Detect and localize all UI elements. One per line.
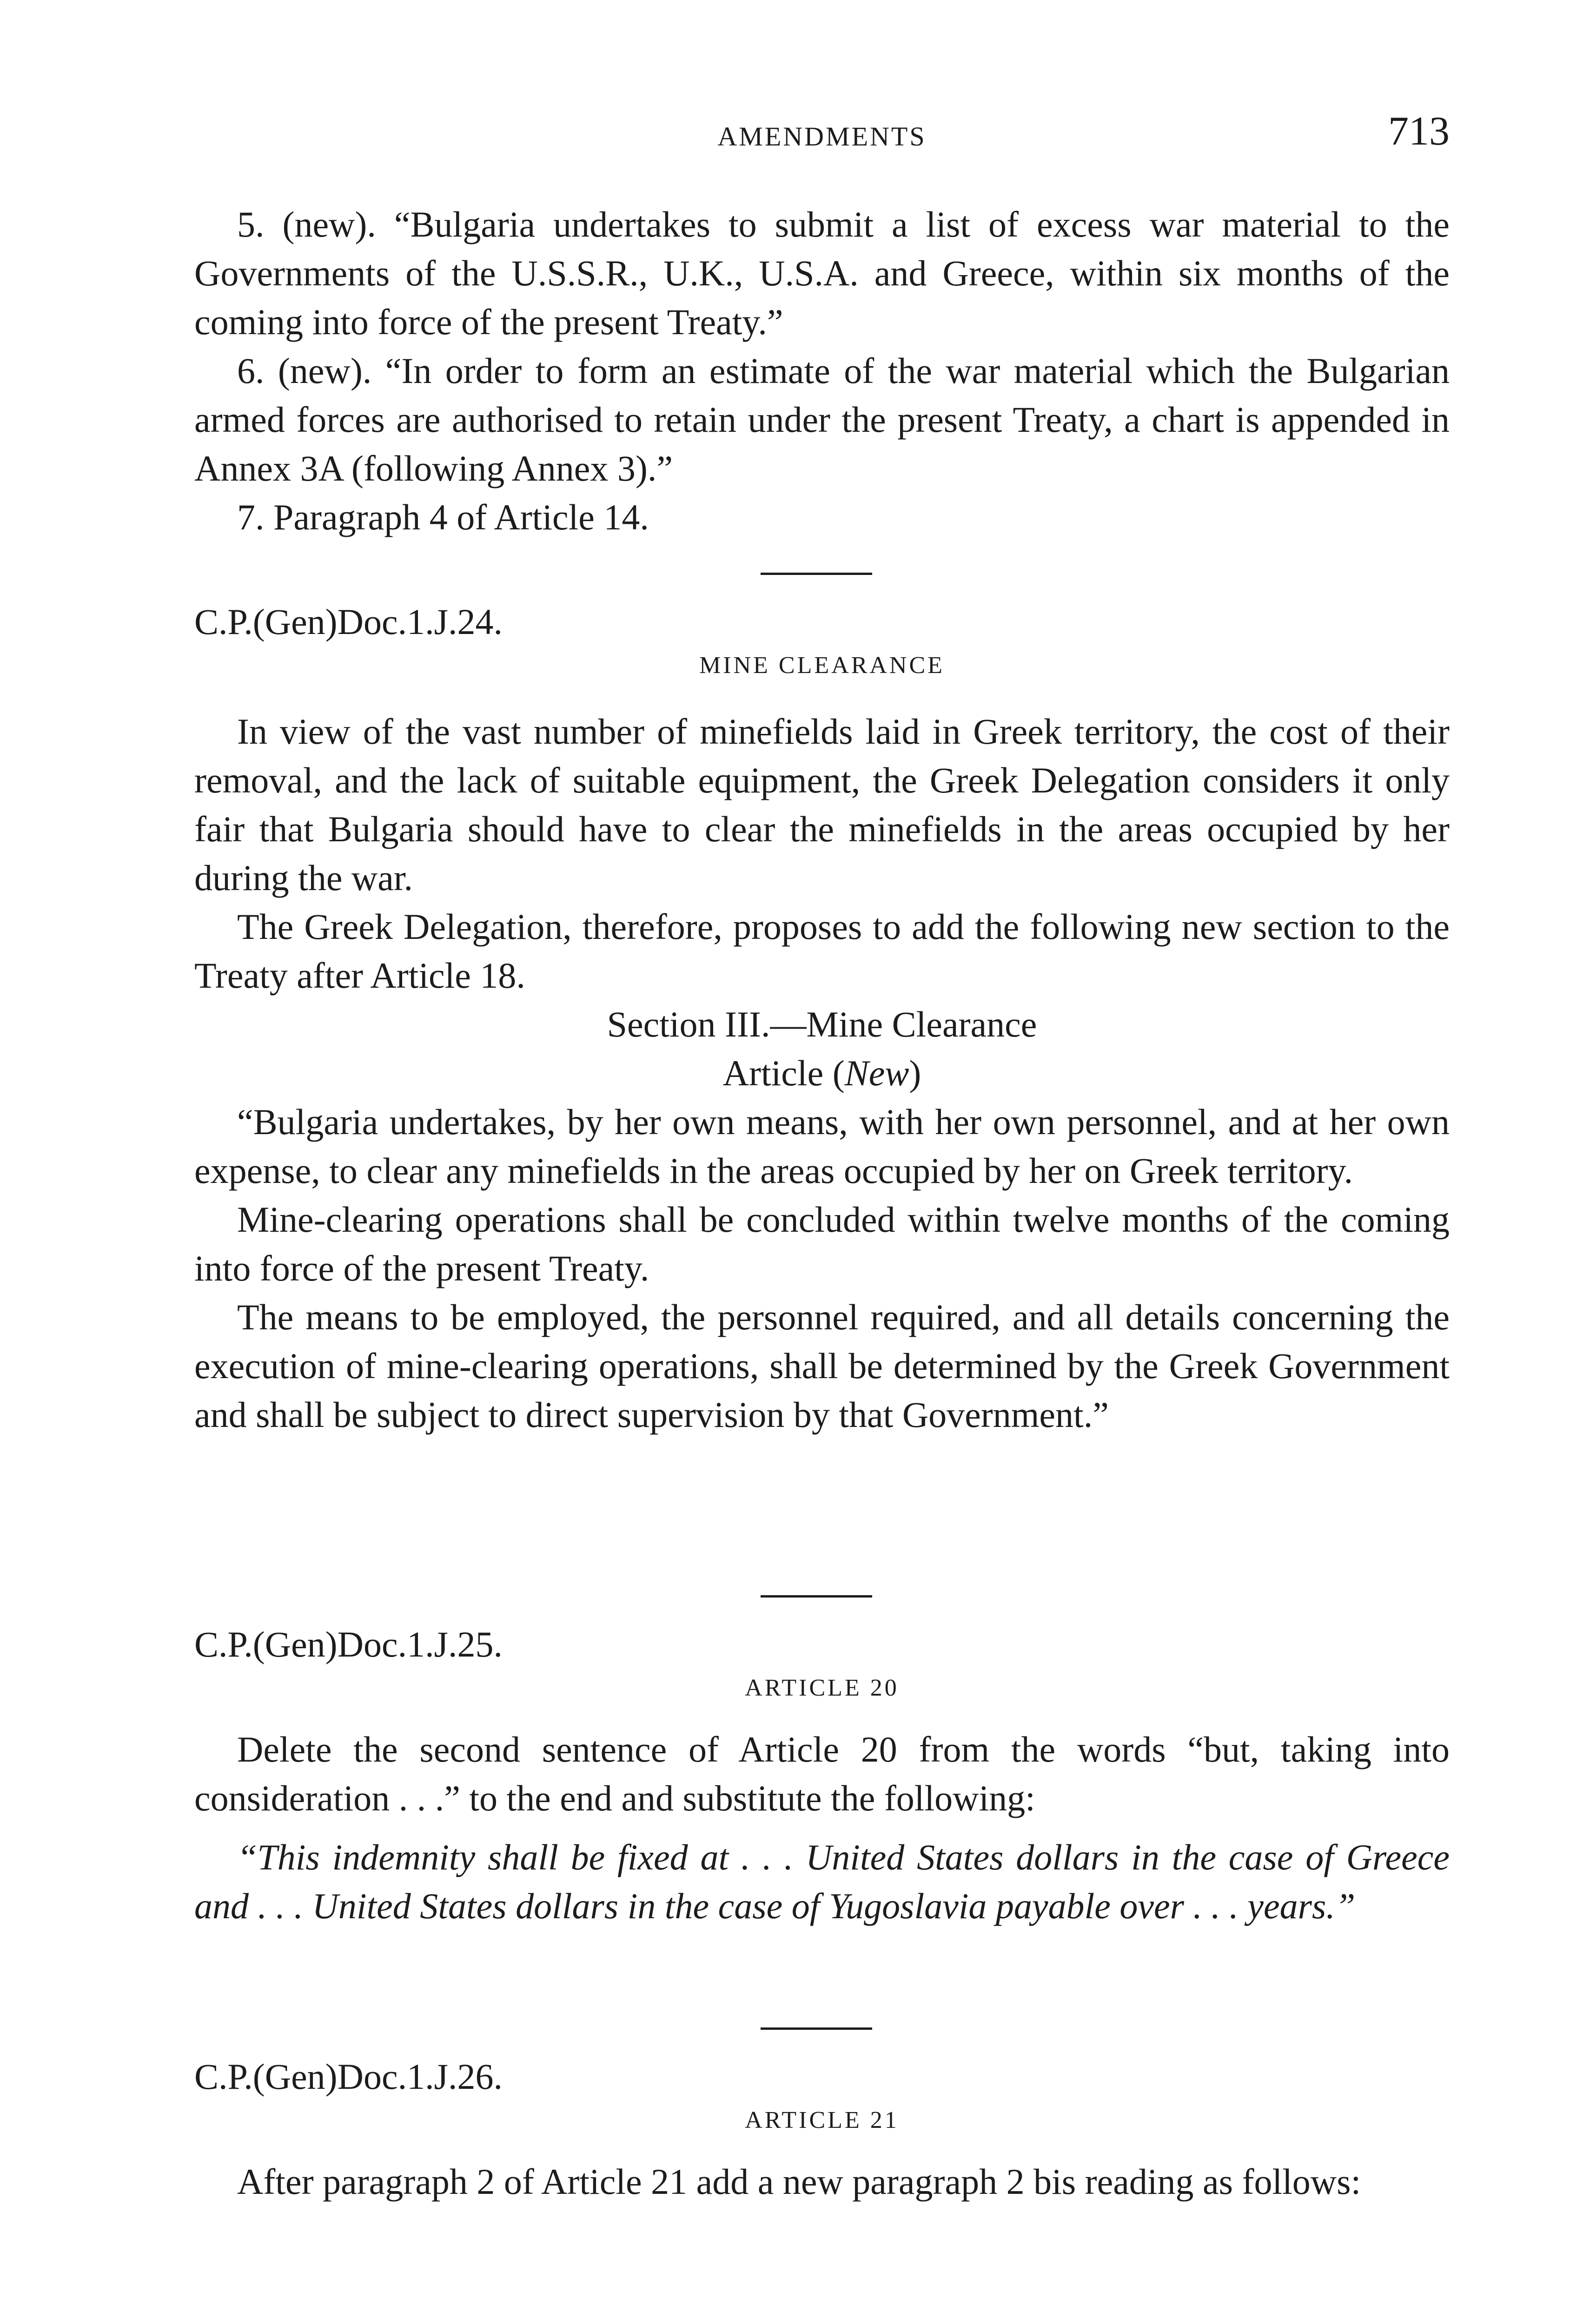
- doc-25-section: [194, 1620, 1450, 1930]
- top-amendments-block: [194, 200, 1450, 541]
- quoted-paragraph: “Bulgaria undertakes, by her own means, with her own personnel, and at her own expense, to clear any minefields in the areas occupied by her on Greek territory.: [194, 1102, 1450, 1191]
- quoted-paragraph: Mine-clearing operations shall be concluded within twelve months of the coming into force of the present Treaty.: [194, 1199, 1450, 1288]
- doc-reference: C.P.(Gen)Doc.1.J.24.: [194, 601, 503, 642]
- amendment-item-5: 5. (new). “Bulgaria undertakes to submit a list of excess war material to the Governments of the U.S.S.R., U.K., U.S.A. and Greece, within six months of the coming into force of the present Treaty.”: [194, 204, 1450, 342]
- section-divider-rule: [761, 573, 872, 575]
- quoted-paragraph: “This indemnity shall be fixed at . . . United States dollars in the case of Greece and . . . United States dollars in the case of Yugoslavia payable over . . . years.”: [194, 1837, 1450, 1926]
- section-heading: MINE CLEARANCE: [699, 652, 945, 679]
- section-heading: ARTICLE 20: [745, 1675, 899, 1701]
- doc-reference: C.P.(Gen)Doc.1.J.25.: [194, 1624, 503, 1664]
- amendment-item-6: 6. (new). “In order to form an estimate of the war material which the Bulgarian armed forces are authorised to retain under the present Treaty, a chart is appended in Annex 3A (following Annex 3).”: [194, 350, 1450, 489]
- article-title-suffix: ): [909, 1053, 921, 1093]
- page-number: 713: [1388, 109, 1450, 154]
- doc-reference: C.P.(Gen)Doc.1.J.26.: [194, 2056, 503, 2097]
- body-paragraph: Delete the second sentence of Article 20 from the words “but, taking into consideration . . .” to the end and substitute the following:: [194, 1729, 1450, 1818]
- doc-24-section: [194, 597, 1450, 1439]
- running-title: AMENDMENTS: [717, 121, 927, 152]
- running-head: [194, 108, 1450, 154]
- section-title: Section III.—Mine Clearance: [607, 1004, 1037, 1044]
- body-paragraph: After paragraph 2 of Article 21 add a new paragraph 2 bis reading as follows:: [237, 2161, 1361, 2202]
- section-heading: ARTICLE 21: [745, 2107, 899, 2133]
- document-page: [194, 0, 1450, 2324]
- section-divider-rule: [761, 2027, 872, 2030]
- article-title: [194, 1049, 1450, 1097]
- article-title-new: New: [844, 1053, 909, 1093]
- body-paragraph: In view of the vast number of minefields laid in Greek territory, the cost of their removal, and the lack of suitable equipment, the Greek Delegation considers it only fair that Bulgaria should have to clear the minefields in the areas occupied by her during the war.: [194, 711, 1450, 898]
- article-title-prefix: Article (: [722, 1053, 845, 1093]
- quoted-paragraph: The means to be employed, the personnel required, and all details concerning the execution of mine-clearing operations, shall be determined by the Greek Government and shall be subject to direct supervision by that Government.”: [194, 1297, 1450, 1435]
- body-paragraph: The Greek Delegation, therefore, proposes to add the following new section to the Treaty after Article 18.: [194, 906, 1450, 996]
- amendment-item-7: 7. Paragraph 4 of Article 14.: [237, 497, 649, 537]
- doc-26-section: [194, 2052, 1450, 2206]
- section-divider-rule: [761, 1595, 872, 1598]
